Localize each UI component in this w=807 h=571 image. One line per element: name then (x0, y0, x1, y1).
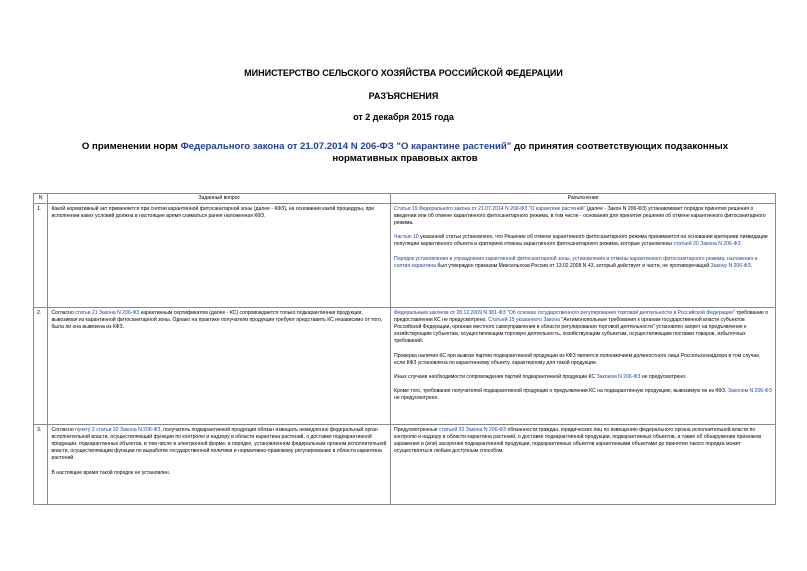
title-text-before: О применении норм (81, 141, 181, 152)
row-question (48, 308, 391, 425)
answer-text: не предусмотрено. (394, 394, 439, 401)
article-20-link[interactable]: статьей 20 Закона N 206-ФЗ (673, 241, 741, 248)
article-32-point-2-link[interactable]: пункту 2 статьи 32 Закона N 206-ФЗ (75, 427, 161, 434)
article-19-link[interactable]: Статья 19 Федерального закона от 21.07.2014 N 206-ФЗ "О карантине растений" (394, 206, 586, 213)
answer-text: требование о предоставлении КС не предусмотрено. (394, 310, 769, 324)
row-number: 1. (34, 204, 48, 308)
answer-text: не предусмотрено. (640, 373, 687, 380)
row-number: 3. (34, 425, 48, 505)
answer-text: указанной статьи установлено, что Решение об отмене карантинного фитосанитарного режима принимается на основании критериев ликвидации популяции карантинного объекта и критериев отмены карантинного фитосанитарного режима, которые установлены (394, 234, 768, 248)
answer-text: "Антимонопольные требования к органам государственной власти субъектов Российской Федерации, органам местного самоуправления в области регулирования торговой деятельности" установлен запрет на предъявление к хозяйствующим субъектам, осуществляющим торговую деятельность, хозяйствующим субъектам, осуществляющим поставки товаров, избыточных требований. (394, 317, 747, 345)
answer-text: Предусмотренные (394, 427, 440, 434)
row-answer (391, 308, 776, 425)
answer-text: был утвержден приказом Минсельхоза России от 13.02.2008 N 43, который действует в части, не противоречащей (436, 262, 711, 269)
law-206-fz-link[interactable]: Федерального закона от 21.07.2014 N 206-ФЗ "О карантине растений" (180, 141, 512, 152)
table-row (34, 204, 776, 308)
document-date: от 2 декабря 2015 года (353, 112, 454, 122)
answer-text: . (740, 241, 742, 248)
answer-text: Кроме того, требование получателей подкарантинной продукции о предъявлении КС на подкарантинную продукцию, вывозимую не из КФЗ, (394, 387, 728, 394)
question-paragraph (51, 427, 387, 462)
row-question: Какой нормативный акт применяется при снятии карантинной фитосанитарной зоны (далее - КФЗ), на основании какой процедуры, при исполнении каких условий должна в настоящее время сниматься ранее наложенная КФЗ. (48, 204, 391, 308)
answer-text: Иных случаев необходимости сопровождения партий подкарантинной продукции КС (394, 373, 597, 380)
law-206-fz-link[interactable]: Законом N 206-ФЗ (727, 387, 772, 394)
column-header-number: N (34, 194, 48, 204)
answer-paragraph (394, 256, 772, 270)
answer-paragraph (394, 234, 772, 248)
document-title (60, 141, 750, 165)
part-10-link[interactable]: Частью 10 (394, 234, 419, 241)
answer-text: обязанности граждан, юридических лиц по извещению федерального органа исполнительной власти по контролю и надзору в области карантина растений, о доставке подкарантинной продукции, подкарантинных объектов, а также об обнаружении признаков заражения и (или) засорения подкарантинной продукции, подкарантинных объектов карантинными объектами до принятия такого порядка может осуществляться любым доступным способом. (394, 427, 762, 455)
row-answer (391, 204, 776, 308)
question-text: Согласно (51, 310, 76, 317)
answer-paragraph: Проверка наличия КС при вывозе партии подкарантинной продукции из КФЗ является полномочием должностного лица Россельхознадзора в том случае, если КФЗ установлена по карантинному объекту, характерному для такой продукции. (394, 352, 761, 366)
row-number: 2. (34, 308, 48, 425)
table-header-row (34, 194, 776, 204)
question-paragraph: В настоящее время такой порядок не установлен. (51, 469, 171, 476)
column-header-question: Заданный вопрос (48, 194, 391, 204)
title-text-after: до принятия соответствующих подзаконных нормативных правовых актов (332, 141, 729, 164)
answer-text: (далее - Закон N 206-ФЗ) устанавливает порядок принятия решения о введении или об отмене карантинного фитосанитарного режима, в том числе - основания для принятия решения об отмене карантинного фитосанитарного режима. (394, 206, 766, 227)
question-text: Согласно (51, 427, 76, 434)
answer-paragraph (394, 206, 772, 227)
article-15-link[interactable]: Статьей 15 указанного Закона (488, 317, 561, 324)
question-text: карантинным сертификатом (далее - КС) сопровождается только подкарантинная продукция, вывозимая из карантинной фитосанитарной зоны. Однако на практике получатели продукции требуют представить КС независимо от того, была ли она вывезена из КФЗ. (51, 310, 383, 331)
row-question (48, 425, 391, 505)
article-32-link[interactable]: статьей 32 Закона N 206-ФЗ (439, 427, 507, 434)
law-206-fz-link[interactable]: Законом N 206-ФЗ (596, 373, 641, 380)
ministry-heading: МИНИСТЕРСТВО СЕЛЬСКОГО ХОЗЯЙСТВА РОССИЙСКОЙ ФЕДЕРАЦИИ (244, 68, 563, 78)
answer-paragraph (394, 374, 772, 381)
table-row (34, 308, 776, 425)
document-type-heading: РАЗЪЯСНЕНИЯ (368, 91, 439, 101)
answer-text: . (750, 262, 753, 269)
article-21-link[interactable]: статьи 21 Закона N 206-ФЗ (75, 310, 140, 317)
answer-paragraph (394, 388, 772, 402)
law-381-fz-link[interactable]: Федеральным законом от 28.12.2009 N 381-ФЗ "Об основах государственного регулирования торговой деятельности в Российской Федерации" (394, 310, 735, 317)
column-header-answer: Разъяснение (391, 194, 776, 204)
row-answer (391, 425, 776, 505)
table-row (34, 425, 776, 505)
question-text: , получатель подкарантинной продукции обязан извещать немедленно федеральный орган исполнительной власти, осуществляющий функции по контролю и надзору в области карантина растений, о доставке подкарантинной продукции, подкарантинных объектов, в том числе в электронной форме, в порядке, установленном федеральным органом исполнительной власти, осуществляющим функции по выработке государственной политики и нормативно-правовому регулированию в области карантина растений. (51, 427, 387, 462)
answer-paragraph (394, 310, 772, 345)
clarifications-table (33, 193, 776, 505)
procedure-link[interactable]: Порядок установления и упразднения карантинной фитосанитарной зоны, установления и отмены карантинного фитосанитарного режима, наложения и снятия карантина (394, 255, 758, 269)
law-206-fz-link[interactable]: Закону N 206-ФЗ (710, 262, 751, 269)
